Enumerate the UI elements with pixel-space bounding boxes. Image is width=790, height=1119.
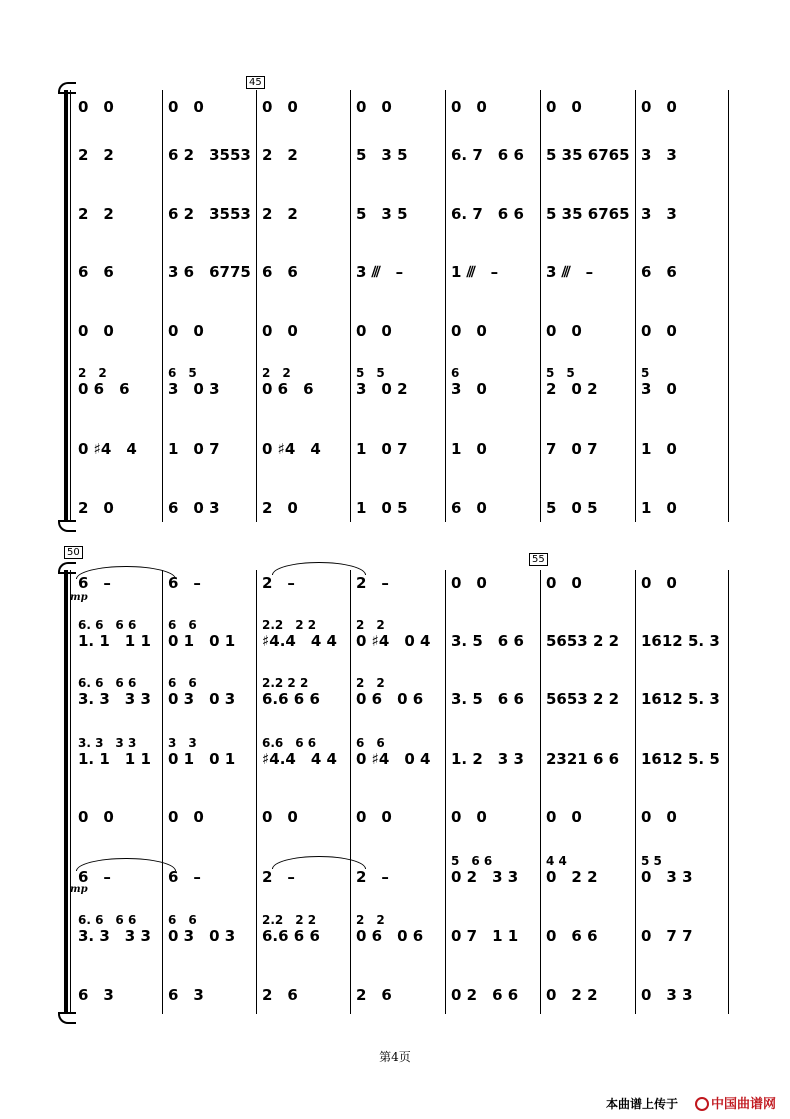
site-logo — [695, 1093, 776, 1112]
note-cell: 0 0 — [262, 98, 298, 116]
note-cell: 0 7 7 — [641, 927, 693, 945]
upper-note-cell: 6 6 — [168, 913, 197, 927]
note-cell: 2 – — [356, 868, 389, 886]
measure-number: 45 — [246, 76, 265, 89]
barline — [540, 90, 541, 522]
note-cell: 3 ⫻ – — [546, 263, 594, 281]
note-cell: 0 3 3 — [641, 868, 693, 886]
note-cell: 0 3 3 — [641, 986, 693, 1004]
note-cell: 0 6 6 — [546, 927, 598, 945]
note-cell: 0 3 0 3 — [168, 927, 236, 945]
barline — [635, 570, 636, 1014]
upper-note-cell: 6 5 — [168, 366, 197, 380]
barline — [350, 570, 351, 1014]
note-cell: 3 0 3 — [168, 380, 220, 398]
note-cell: 6 2 3553 — [168, 205, 251, 223]
note-cell: 3 0 2 — [356, 380, 408, 398]
note-cell: 0 0 — [641, 574, 677, 592]
barline — [728, 570, 729, 1014]
barline — [256, 90, 257, 522]
note-cell: ♯4.4 4 4 — [262, 750, 337, 768]
barline — [635, 90, 636, 522]
upper-note-cell: 6 6 — [168, 676, 197, 690]
tie-slur — [272, 562, 366, 575]
note-cell: 0 6 6 — [262, 380, 314, 398]
brace-hook-bottom — [58, 520, 76, 532]
note-cell: 2 0 2 — [546, 380, 598, 398]
note-cell: 5 3 5 — [356, 146, 408, 164]
barline — [350, 90, 351, 522]
note-cell: 0 2 2 — [546, 986, 598, 1004]
note-cell: 0 0 — [451, 574, 487, 592]
note-cell: 0 1 0 1 — [168, 750, 236, 768]
note-cell: 6. 7 6 6 — [451, 205, 524, 223]
upper-note-cell: 6 6 — [356, 736, 385, 750]
brace-hook-top — [58, 562, 76, 574]
note-cell: 2 0 — [78, 499, 114, 517]
note-cell: 0 0 — [168, 322, 204, 340]
note-cell: 5653 2 2 — [546, 690, 620, 708]
note-cell: 0 2 3 3 — [451, 868, 519, 886]
upper-note-cell: 6 — [451, 366, 460, 380]
note-cell: 2 6 — [262, 986, 298, 1004]
note-cell: 0 2 6 6 — [451, 986, 519, 1004]
note-cell: 0 0 — [641, 808, 677, 826]
system-brace-line — [70, 570, 71, 1014]
note-cell: 6 3 — [78, 986, 114, 1004]
note-cell: 6 6 — [262, 263, 298, 281]
note-cell: 1 0 — [641, 440, 677, 458]
upper-note-cell: 2.2 2 2 — [262, 676, 309, 690]
note-cell: 0 ♯4 4 — [78, 440, 137, 458]
note-cell: 0 0 — [78, 322, 114, 340]
barline — [256, 570, 257, 1014]
system-brace — [64, 90, 68, 522]
note-cell: 0 0 — [546, 808, 582, 826]
note-cell: 6 – — [168, 574, 201, 592]
note-cell: 6 6 — [78, 263, 114, 281]
note-cell: 2 2 — [78, 146, 114, 164]
measure-number: 50 — [64, 546, 83, 559]
note-cell: 6 3 — [168, 986, 204, 1004]
note-cell: 1 0 — [451, 440, 487, 458]
note-cell: 3. 3 3 3 — [78, 690, 151, 708]
upper-note-cell: 3. 3 3 3 — [78, 736, 137, 750]
note-cell: 0 0 — [262, 808, 298, 826]
upper-note-cell: 4 4 — [546, 854, 567, 868]
dynamic-mark: mp — [70, 592, 88, 603]
note-cell: 5 35 6765 — [546, 205, 630, 223]
barline — [445, 90, 446, 522]
note-cell: 2 2 — [262, 205, 298, 223]
upper-note-cell: 5 — [641, 366, 650, 380]
note-cell: 1612 5. 5 — [641, 750, 720, 768]
note-cell: 3 6 6775 — [168, 263, 251, 281]
note-cell: 1 0 — [641, 499, 677, 517]
note-cell: 0 ♯4 4 — [262, 440, 321, 458]
note-cell: 1 0 7 — [356, 440, 408, 458]
note-cell: 0 0 — [641, 322, 677, 340]
upper-note-cell: 2.2 2 2 — [262, 618, 317, 632]
note-cell: 3 0 — [451, 380, 487, 398]
upper-note-cell: 6.6 6 6 — [262, 736, 317, 750]
note-cell: 1. 1 1 1 — [78, 750, 151, 768]
note-cell: 6. 7 6 6 — [451, 146, 524, 164]
note-cell: 6 2 3553 — [168, 146, 251, 164]
note-cell: 0 0 — [546, 98, 582, 116]
note-cell: 3. 5 6 6 — [451, 690, 524, 708]
note-cell: 2 6 — [356, 986, 392, 1004]
note-cell: 2 – — [356, 574, 389, 592]
tie-slur — [76, 858, 176, 871]
note-cell: 3 3 — [641, 205, 677, 223]
note-cell: 3 3 — [641, 146, 677, 164]
upper-note-cell: 6 6 — [168, 618, 197, 632]
note-cell: 1. 1 1 1 — [78, 632, 151, 650]
note-cell: 0 0 — [641, 98, 677, 116]
note-cell: 0 6 0 6 — [356, 927, 424, 945]
note-cell: 0 0 — [78, 808, 114, 826]
note-cell: 5 0 5 — [546, 499, 598, 517]
note-cell: 1. 2 3 3 — [451, 750, 524, 768]
note-cell: 6 0 3 — [168, 499, 220, 517]
barline — [445, 570, 446, 1014]
note-cell: 6 6 — [641, 263, 677, 281]
upper-note-cell: 2 2 — [356, 676, 385, 690]
upper-note-cell: 3 3 — [168, 736, 197, 750]
note-cell: 7 0 7 — [546, 440, 598, 458]
note-cell: 1 ⫻ – — [451, 263, 499, 281]
upper-note-cell: 2.2 2 2 — [262, 913, 317, 927]
note-cell: 0 0 — [78, 98, 114, 116]
note-cell: ♯4.4 4 4 — [262, 632, 337, 650]
note-cell: 0 7 1 1 — [451, 927, 519, 945]
note-cell: 5 35 6765 — [546, 146, 630, 164]
upper-note-cell: 5 6 6 — [451, 854, 493, 868]
upper-note-cell: 2 2 — [356, 618, 385, 632]
note-cell: 2 0 — [262, 499, 298, 517]
barline — [162, 90, 163, 522]
note-cell: 3. 3 3 3 — [78, 927, 151, 945]
upper-note-cell: 2 2 — [356, 913, 385, 927]
note-cell: 1 0 7 — [168, 440, 220, 458]
note-cell: 1612 5. 3 — [641, 632, 720, 650]
dynamic-mark: mp — [70, 884, 88, 895]
brace-hook-bottom — [58, 1012, 76, 1024]
note-cell: 2 – — [262, 868, 295, 886]
measure-number: 55 — [529, 553, 548, 566]
system-brace — [64, 570, 68, 1014]
note-cell: 0 0 — [168, 808, 204, 826]
upper-note-cell: 5 5 — [641, 854, 662, 868]
note-cell: 1 0 5 — [356, 499, 408, 517]
note-cell: 0 0 — [451, 808, 487, 826]
upper-note-cell: 6. 6 6 6 — [78, 676, 137, 690]
tie-slur — [76, 566, 176, 579]
note-cell: 0 0 — [546, 574, 582, 592]
note-cell: 3 ⫻ – — [356, 263, 404, 281]
note-cell: 6.6 6 6 — [262, 690, 320, 708]
note-cell: 0 1 0 1 — [168, 632, 236, 650]
upper-note-cell: 5 5 — [356, 366, 385, 380]
note-cell: 0 3 0 3 — [168, 690, 236, 708]
note-cell: 0 0 — [451, 98, 487, 116]
note-cell: 6.6 6 6 — [262, 927, 320, 945]
tie-slur — [272, 856, 366, 869]
note-cell: 3. 5 6 6 — [451, 632, 524, 650]
page-number: 第4页 — [379, 1050, 411, 1064]
note-cell: 5653 2 2 — [546, 632, 620, 650]
upper-note-cell: 2 2 — [78, 366, 107, 380]
note-cell: 2 2 — [262, 146, 298, 164]
note-cell: 6 – — [78, 868, 111, 886]
note-cell: 1612 5. 3 — [641, 690, 720, 708]
note-cell: 0 0 — [451, 322, 487, 340]
note-cell: 2 – — [262, 574, 295, 592]
note-cell: 0 0 — [546, 322, 582, 340]
note-cell: 6 0 — [451, 499, 487, 517]
logo-icon — [695, 1097, 709, 1111]
note-cell: 0 ♯4 0 4 — [356, 632, 431, 650]
note-cell: 5 3 5 — [356, 205, 408, 223]
note-cell: 0 6 0 6 — [356, 690, 424, 708]
note-cell: 0 0 — [356, 322, 392, 340]
upload-credit: 本曲谱上传于 — [605, 1097, 678, 1111]
note-cell: 0 0 — [356, 98, 392, 116]
upper-note-cell: 6. 6 6 6 — [78, 618, 137, 632]
upper-note-cell: 6. 6 6 6 — [78, 913, 137, 927]
system-brace-line — [70, 90, 71, 522]
barline — [728, 90, 729, 522]
note-cell: 2321 6 6 — [546, 750, 620, 768]
note-cell: 2 2 — [78, 205, 114, 223]
note-cell: 0 0 — [262, 322, 298, 340]
note-cell: 0 0 — [356, 808, 392, 826]
upper-note-cell: 5 5 — [546, 366, 575, 380]
note-cell: 6 – — [168, 868, 201, 886]
barline — [540, 570, 541, 1014]
note-cell: 0 0 — [168, 98, 204, 116]
note-cell: 0 2 2 — [546, 868, 598, 886]
upper-note-cell: 2 2 — [262, 366, 291, 380]
note-cell: 0 ♯4 0 4 — [356, 750, 431, 768]
note-cell: 6 – — [78, 574, 111, 592]
brace-hook-top — [58, 82, 76, 94]
barline — [162, 570, 163, 1014]
note-cell: 3 0 — [641, 380, 677, 398]
note-cell: 0 6 6 — [78, 380, 130, 398]
site-name: 中国曲谱网 — [710, 1097, 776, 1112]
